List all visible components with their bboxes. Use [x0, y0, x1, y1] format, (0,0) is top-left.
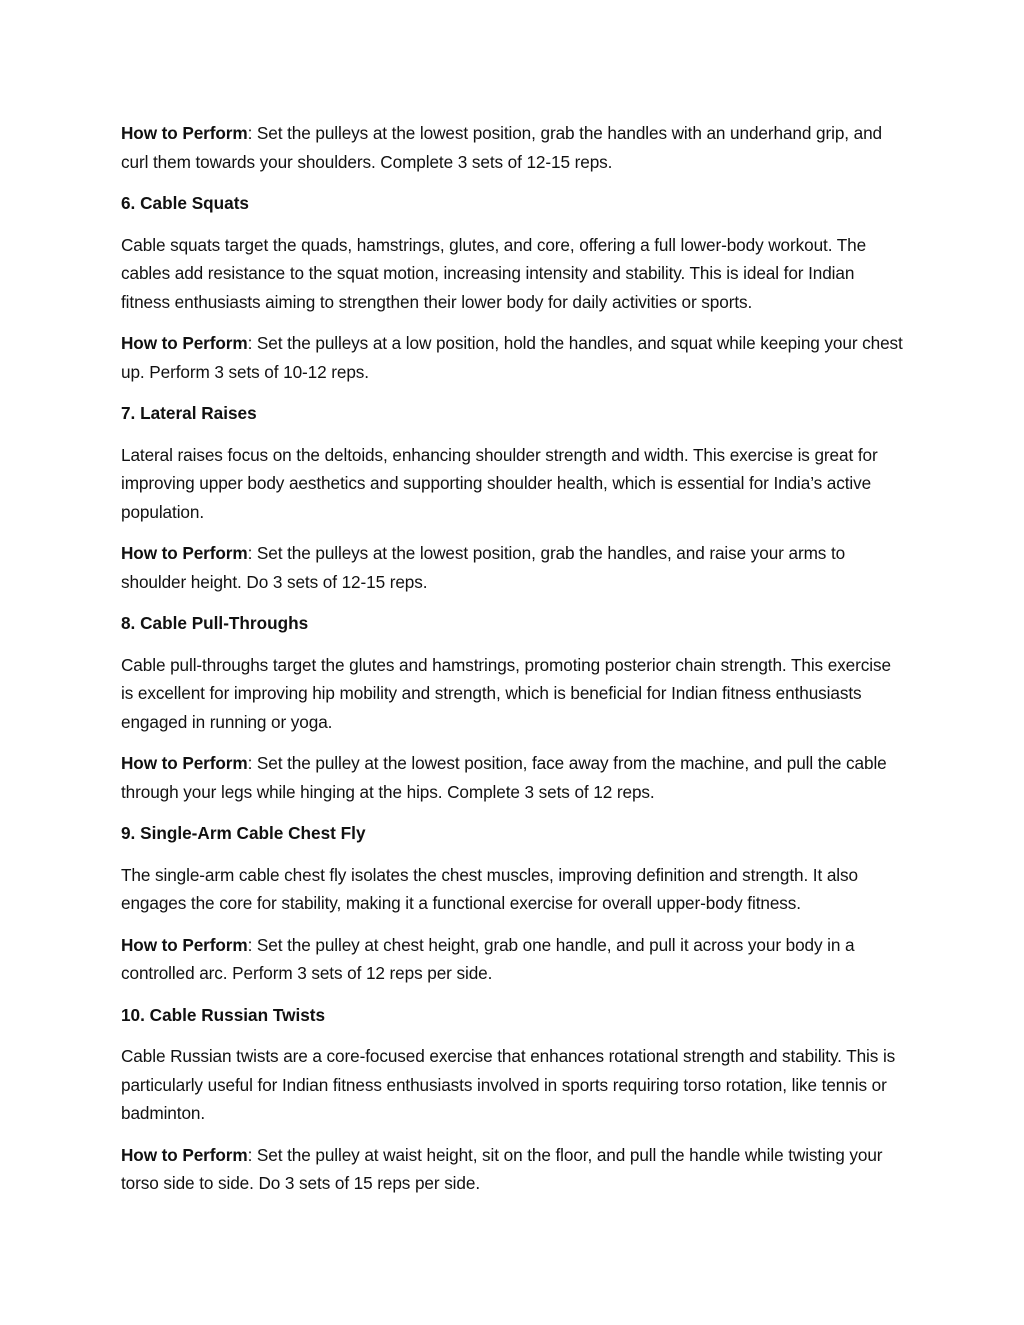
howto-text: : Set the pulley at the lowest position, face away from the machine, and pull the cable through your legs while hinging at the hips. Complete 3 sets of 12 reps.	[121, 753, 887, 802]
howto-label: How to Perform	[121, 1144, 248, 1165]
section-heading: 8. Cable Pull-Throughs	[121, 613, 309, 633]
howto-text: : Set the pulley at chest height, grab one handle, and pull it across your body in a controlled arc. Perform 3 sets of 12 reps per side.	[121, 934, 855, 983]
howto-paragraph	[121, 539, 906, 596]
howto-text: : Set the pulley at waist height, sit on the floor, and pull the handle while twisting your torso side to side. Do 3 sets of 15 reps per side.	[121, 1144, 883, 1193]
section-heading: 9. Single-Arm Cable Chest Fly	[121, 823, 366, 843]
howto-paragraph	[121, 1141, 906, 1198]
section-heading: 7. Lateral Raises	[121, 403, 257, 423]
howto-label: How to Perform	[121, 543, 248, 563]
body-paragraph: Cable pull-throughs target the glutes and hamstrings, promoting posterior chain strength. This exercise is excellent for improving hip mobility and strength, which is beneficial for Indian fitness enthusiasts engaged in running or yoga.	[121, 654, 891, 732]
body-paragraph: Cable squats target the quads, hamstrings, glutes, and core, offering a full lower-body workout. The cables add resistance to the squat motion, increasing intensity and stability. This is ideal for Indian fitness enthusiasts aiming to strengthen their lower body for daily activities or sports.	[121, 234, 867, 312]
body-paragraph: Cable Russian twists are a core-focused exercise that enhances rotational strength and stability. This is particularly useful for Indian fitness enthusiasts involved in sports requiring torso rotation, like tennis or badminton.	[121, 1046, 896, 1123]
howto-paragraph	[121, 119, 906, 176]
body-paragraph: The single-arm cable chest fly isolates the chest muscles, improving definition and strength. It also engages the core for stability, making it a functional exercise for overall upper-body fitness.	[121, 864, 858, 913]
howto-paragraph	[121, 931, 906, 988]
howto-text: : Set the pulleys at a low position, hold the handles, and squat while keeping your chest up. Perform 3 sets of 10-12 reps.	[121, 333, 903, 382]
howto-label: How to Perform	[121, 333, 248, 353]
howto-label: How to Perform	[121, 934, 248, 955]
howto-paragraph	[121, 749, 906, 806]
howto-text: : Set the pulleys at the lowest position, grab the handles, and raise your arms to shoulder height. Do 3 sets of 12-15 reps.	[121, 543, 846, 592]
howto-paragraph	[121, 329, 906, 386]
body-paragraph: Lateral raises focus on the deltoids, enhancing shoulder strength and width. This exercise is great for improving upper body aesthetics and supporting shoulder health, which is essential for India’s active population.	[121, 444, 878, 522]
section-heading: 6. Cable Squats	[121, 193, 249, 213]
section-heading: 10. Cable Russian Twists	[121, 1004, 326, 1025]
howto-text: : Set the pulleys at the lowest position, grab the handles with an underhand grip, and curl them towards your shoulders. Complete 3 sets of 12-15 reps.	[121, 123, 883, 172]
howto-label: How to Perform	[121, 753, 248, 773]
howto-label: How to Perform	[121, 123, 248, 143]
